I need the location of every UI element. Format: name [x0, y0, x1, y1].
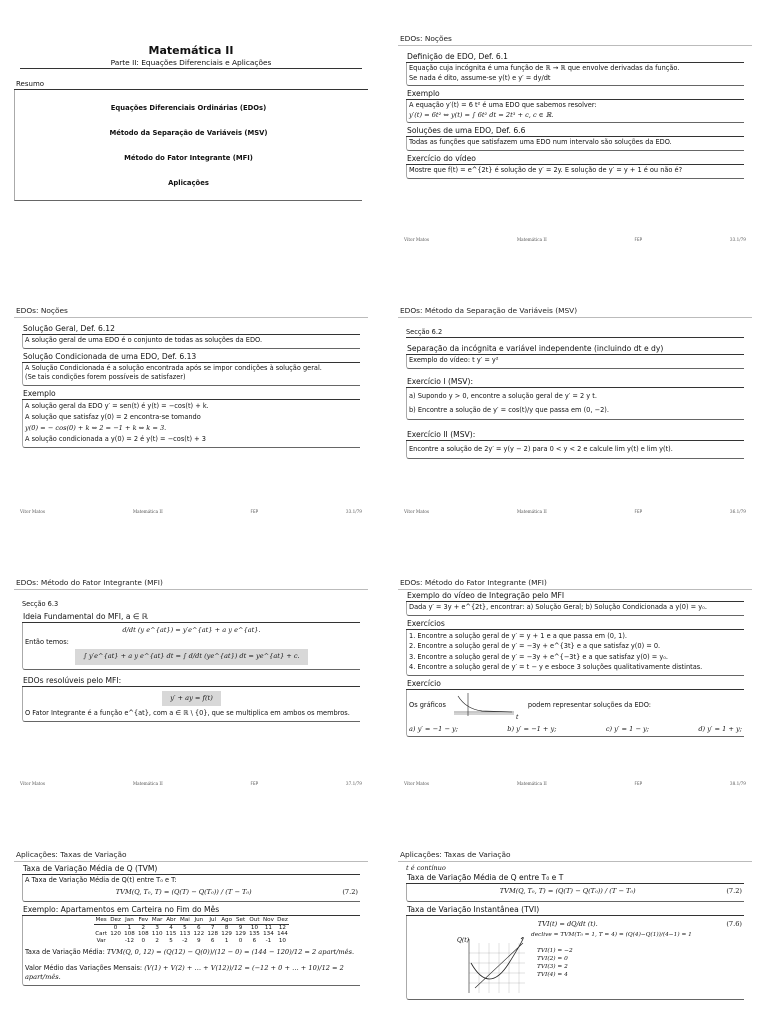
block-title: Separação da incógnita e variável independente (incluindo dt e dy): [406, 344, 744, 355]
slide-subtitle: Parte II: Equações Diferenciais e Aplicações: [110, 58, 272, 67]
slide-footer: Vítor Matos Matemática II FEP 38.1/79: [404, 781, 746, 786]
table-row: [94, 938, 290, 945]
table-cell: 7: [210, 924, 215, 931]
slide-footer: Vítor Matos Matemática II FEP 33.1/79: [20, 509, 362, 514]
table-cell: 108: [124, 931, 135, 938]
block-line: Valor Médio das Variações Mensais:: [25, 963, 143, 972]
table-header-cell: Ago: [221, 917, 233, 924]
table-header-cell: Mai: [178, 917, 192, 924]
block-title: Solução Geral, Def. 6.12: [22, 324, 360, 335]
block-title: Exemplo: [406, 89, 744, 100]
table-cell: -12: [124, 937, 135, 944]
table-cell: 1: [127, 924, 132, 931]
tvm-formula: TVM(Q, T₀, T) = (Q(T) − Q(T₀)) / (T − T₀): [115, 887, 252, 896]
block-line: A solução geral de uma EDO é o conjunto de todas as soluções da EDO.: [25, 336, 263, 344]
block-line: A solução geral da EDO y′ = sen(t) é y(t) = −cos(t) + k.: [25, 401, 209, 410]
table-cell: [109, 938, 123, 945]
table-row: [94, 924, 290, 931]
slide-taxas-2: [398, 848, 752, 1024]
slide-header: EDOs: Noções: [398, 32, 752, 46]
block-title: Definição de EDO, Def. 6.1: [406, 52, 744, 63]
footer-page: 38.1/79: [729, 781, 746, 786]
table-cell: 110: [151, 931, 163, 938]
block-line: Todas as funções que satisfazem uma EDO num intervalo são soluções da EDO.: [409, 138, 672, 147]
block-line: Taxa de Variação Média:: [25, 948, 105, 957]
equation-number: (7.2): [726, 887, 742, 895]
option-d: d) y′ = 1 + y;: [698, 724, 742, 733]
block-line: Os gráficos: [409, 700, 446, 709]
block-line: A Taxa de Variação Média de Q(t) entre T₀ e T:: [25, 876, 177, 884]
table-cell: 115: [165, 931, 177, 938]
table-cell: 144: [277, 931, 288, 938]
resumo-item: Método do Fator Integrante (MFI): [124, 154, 253, 162]
block-line: A Solução Condicionada é a solução encontrada após se impor condições à solução geral.: [25, 363, 322, 372]
section-label: Secção 6.2: [406, 327, 744, 338]
table-cell: 120: [110, 931, 121, 938]
title-bar: [20, 44, 362, 69]
block-line: podem representar soluções da EDO:: [527, 700, 652, 709]
table-header-cell: Jun: [192, 917, 206, 924]
footer-author: Vítor Matos: [404, 237, 430, 242]
block-title: Exemplo do vídeo de Integração pelo MFI: [406, 591, 744, 602]
table-header-cell: Jul: [206, 917, 220, 924]
slide-footer: Vítor Matos Matemática II FEP 37.1/79: [20, 781, 362, 786]
footer-page: 36.1/79: [729, 509, 746, 514]
block-line: Mostre que f(t) = e^{2t} é solução de y′ = 2y. E solução de y′ = y + 1 é ou não é?: [409, 165, 683, 174]
resumo-item: Equações Diferenciais Ordinárias (EDOs): [110, 104, 267, 112]
table-cell: 6: [252, 937, 257, 944]
table-cell: 3: [155, 924, 159, 931]
tvi-value: TVI(1) = −2: [537, 948, 573, 955]
table-cell: 12: [278, 924, 286, 931]
slide-header: Aplicações: Taxas de Variação: [398, 848, 752, 862]
table-cell: 8: [224, 924, 229, 931]
block-math: (V(1) + V(2) + … + V(12))/12 = (−12 + 0 + … + 10)/12 = 2 apart/mês.: [25, 963, 344, 982]
table-cell: 10: [250, 924, 259, 931]
continuity-note: t é contínuo: [406, 864, 446, 872]
block-line: Se nada é dito, assume-se y(t) e y′ = dy/dt: [409, 73, 551, 82]
block-line: b) Encontre a solução de y′ = cos(t)/y que passa em (0, −2).: [409, 405, 609, 414]
block-exercicio: [406, 154, 744, 179]
block-line: Equação cuja incógnita é uma função de ℝ → ℝ que envolve derivadas da função.: [409, 64, 680, 72]
table-cell: -2: [182, 937, 188, 944]
tvm-formula: TVM(Q, T₀, T) = (Q(T) − Q(T₀)) / (T − T₀): [499, 887, 636, 895]
block-math: d/dt (y e^{at}) = y′e^{at} + a y e^{at}.: [122, 626, 261, 634]
table-cell: 122: [193, 931, 205, 938]
table-cell: 2: [141, 924, 146, 931]
block-solucoes: [406, 126, 744, 151]
block-line: Encontre a solução de 2y′ = y(y − 2) para 0 < y < 2 e calcule lim y(t) e lim y(t).: [409, 444, 673, 453]
block-title: Exercício do vídeo: [406, 154, 744, 165]
tvi-value: TVI(3) = 2: [537, 964, 568, 971]
table-cell: 11: [264, 924, 272, 931]
block-line: O Fator Integrante é a função e^{at}, com a ∈ ℝ \ {0}, que se multiplica em ambos os membros.: [25, 709, 350, 718]
block-line: a) Supondo y > 0, encontre a solução geral de y′ = 2 y t.: [409, 391, 597, 400]
solution-graph: [452, 692, 522, 720]
block-line: A solução condicionada a y(0) = 2 é y(t) = −cos(t) + 3: [25, 434, 206, 443]
block-definicao: [406, 52, 744, 86]
block-line: A equação y′(t) = 6 t² é uma EDO que sabemos resolver:: [409, 101, 597, 110]
table-header-cell: Jan: [123, 917, 137, 924]
table-cell: Var: [96, 937, 106, 944]
table-cell: 135: [249, 931, 260, 938]
slide-header: EDOs: Método da Separação de Variáveis (MSV): [398, 304, 752, 318]
table-header-cell: Mes: [95, 917, 107, 924]
section-label: Secção 6.3: [22, 600, 59, 608]
block-title: Solução Condicionada de uma EDO, Def. 6.13: [22, 352, 360, 363]
table-cell: 9: [238, 924, 243, 931]
block-title: Exercícios: [406, 619, 744, 630]
block-math: y(0) = − cos(0) + k ⇔ 2 = −1 + k ⇔ k = 3.: [25, 423, 167, 432]
block-math: TVM(Q, 0, 12) = (Q(12) − Q(0))/(12 − 0) = (144 − 120)/12 = 2 apart/mês.: [106, 948, 355, 957]
table-header-cell: Out: [249, 917, 260, 924]
slide-header: EDOs: Método do Fator Integrante (MFI): [398, 576, 752, 590]
table-cell: 6: [210, 937, 215, 944]
option-a: a) y′ = −1 − y;: [409, 724, 458, 733]
slide-mfi-2: [398, 576, 752, 788]
slide-title-main: Matemática II: [148, 44, 234, 57]
slide-taxas-1: [14, 848, 368, 1024]
table-cell: 0: [113, 924, 118, 931]
table-cell: 0: [141, 937, 146, 944]
tvi-value: TVI(4) = 4: [537, 972, 568, 979]
block-math: y′(t) = 6t² ⇔ y(t) = ∫ 6t² dt = 2t³ + c, c ∈ ℝ.: [409, 110, 554, 119]
exercise-item: 4. Encontre a solução geral de y′ = t − y e esboce 3 soluções qualitativamente distintas.: [409, 663, 703, 672]
q-axis-label: Q(t): [457, 937, 470, 945]
apartments-table: [94, 917, 290, 944]
footer-course: Matemática II: [516, 237, 547, 242]
resumo-item: Método da Separação de Variáveis (MSV): [109, 129, 268, 137]
table-cell: 129: [235, 931, 246, 938]
slide-msv: [398, 304, 752, 516]
block-math: y′ + ay = f(t): [162, 691, 221, 707]
block-line: Dada y′ = 3y + e^{2t}, encontrar: a) Solução Geral; b) Solução Condicionada a y(0) = y₀.: [409, 603, 707, 611]
exercise-item: 1. Encontre a solução geral de y′ = y + 1 e a que passa em (0, 1).: [409, 631, 628, 640]
block-line: (Se tais condições forem possíveis de satisfazer): [25, 373, 186, 382]
block-title: Exercício II (MSV):: [406, 430, 744, 441]
table-cell: 5: [183, 924, 187, 931]
exercise-item: 3. Encontre a solução geral de y′ = −3y + e^{−3t} e a que satisfaz y(0) = y₀.: [409, 652, 669, 661]
table-row: [94, 917, 290, 924]
block-exemplo: [406, 89, 744, 123]
block-title: Soluções de uma EDO, Def. 6.6: [406, 126, 744, 137]
block-title: Ideia Fundamental do MFI, a ∈ ℝ: [22, 612, 360, 623]
table-header-cell: Nov: [262, 917, 274, 924]
block-line: A solução que satisfaz y(0) = 2 encontra-se tomando: [25, 412, 201, 421]
block-title: Taxa de Variação Média de Q (TVM): [22, 864, 360, 875]
option-b: b) y′ = −1 + y;: [507, 724, 557, 733]
table-cell: 10: [278, 937, 286, 944]
table-cell: 4: [169, 924, 173, 931]
graph-t-label: t: [515, 713, 519, 720]
block-math: ∫ y′e^{at} + a y e^{at} dt = ∫ d/dt (ye^{at}) dt = ye^{at} + c.: [75, 649, 307, 665]
table-header-cell: Abr: [164, 917, 178, 924]
resumo-list: [14, 90, 362, 201]
block-line: Então temos:: [25, 637, 69, 646]
slide-edos-nocoes-1: [398, 32, 752, 244]
table-cell: 6: [197, 924, 201, 931]
block-title: EDOs resolúveis pelo MFI:: [22, 676, 360, 687]
table-header-cell: Dez: [277, 917, 288, 924]
footer-page: 33.1/79: [345, 509, 362, 514]
table-cell: 129: [221, 931, 232, 938]
block-title: Exercício I (MSV):: [406, 377, 744, 388]
slide-edos-nocoes-2: [14, 304, 368, 516]
footer-page: 33.1/79: [729, 237, 746, 242]
slide-footer: [398, 236, 752, 244]
table-cell: -1: [265, 937, 272, 944]
slide-header: Aplicações: Taxas de Variação: [14, 848, 368, 862]
table-cell: Cart: [95, 931, 108, 938]
slide-header: EDOs: Método do Fator Integrante (MFI): [14, 576, 368, 590]
table-cell: [94, 924, 109, 931]
tvi-formula: TVI(t) = dQ/dt (t).: [537, 919, 598, 928]
table-cell: 1: [224, 937, 229, 944]
table-cell: 9: [197, 937, 201, 944]
table-cell: 108: [137, 931, 149, 938]
slide-mfi-1: [14, 576, 368, 788]
slide-footer: Vítor Matos Matemática II FEP 36.1/79: [404, 509, 746, 514]
tvi-value: TVI(2) = 0: [537, 956, 568, 963]
option-c: c) y′ = 1 − y;: [605, 724, 649, 733]
tvi-plot: [457, 933, 527, 995]
block-title: Exemplo: Apartamentos em Carteira no Fim do Mês: [22, 905, 360, 916]
slide-title: [14, 32, 368, 244]
table-cell: 128: [207, 931, 219, 938]
block-title: Taxa de Variação Instantânea (TVI): [406, 905, 744, 916]
table-cell: 113: [179, 931, 191, 938]
equation-number: (7.6): [726, 919, 742, 928]
slope-annotation: declive = TVM(T₀ = 1, T = 4) = (Q(4)−Q(1))/(4−1) = 1: [531, 932, 692, 939]
table-header-cell: Mar: [151, 917, 163, 924]
block-title: Exercício: [406, 679, 744, 690]
block-title: Taxa de Variação Média de Q entre T₀ e T: [406, 873, 744, 884]
footer-school: FEP: [634, 237, 643, 242]
block-title: Exemplo: [22, 389, 360, 400]
footer-page: 37.1/79: [345, 781, 362, 786]
slide-header: EDOs: Noções: [14, 304, 368, 318]
table-header-cell: Dez: [110, 917, 121, 924]
equation-number: (7.2): [342, 887, 358, 896]
table-header-cell: Set: [234, 917, 248, 924]
resumo-heading: Resumo: [14, 79, 368, 90]
table-cell: 134: [263, 931, 274, 938]
resumo-item: Aplicações: [168, 179, 209, 187]
table-cell: 2: [155, 937, 159, 944]
table-header-cell: Fev: [136, 917, 150, 924]
exercise-item: 2. Encontre a solução geral de y′ = −3y + e^{3t} e a que satisfaz y(0) = 0.: [409, 642, 661, 651]
block-line: Exemplo do vídeo: t y′ = y²: [409, 356, 499, 364]
table-cell: 0: [238, 937, 243, 944]
table-cell: 5: [169, 937, 173, 944]
